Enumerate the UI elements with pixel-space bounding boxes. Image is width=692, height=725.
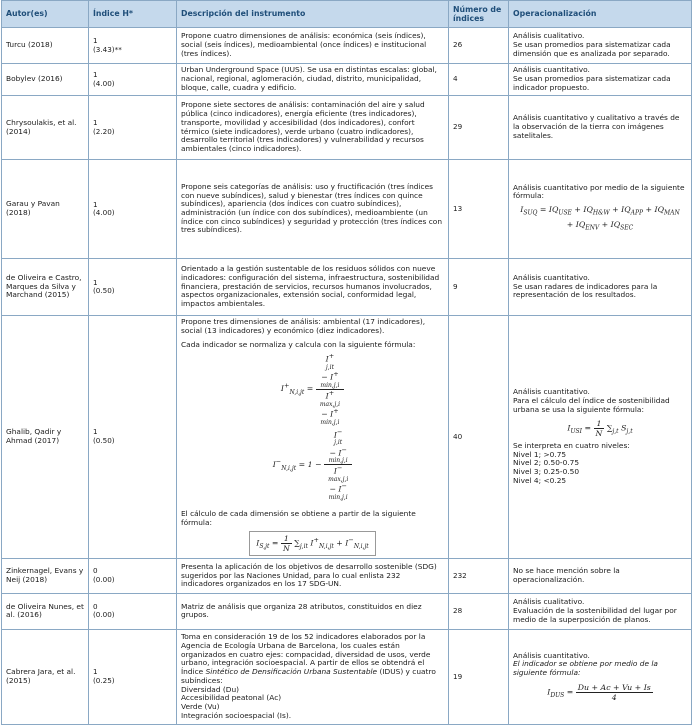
dimension-formula: $I_{S,jt}$ = $\frac{1}{N}$ $\sum_{j,it}$ $I^+_{N,i,jt} + I^-_{N,i,jt}$ <box>181 531 444 556</box>
cell-numero: 232 <box>449 558 509 593</box>
cell-op: No se hace mención sobre la operacionalización. <box>509 558 692 593</box>
cell-op: Análisis cualitativo. Se usan promedios para sistematizar cada dimensión que es analizada por separado. <box>509 28 692 64</box>
cell-op: Análisis cuantitativo. El indicador se obtiene por medio de la siguiente fórmula: $I_{DUS}$ = $\frac{Du + Ac + Vu + Is}{4}$ <box>509 629 692 724</box>
cell-op: Análisis cuantitativo y cualitativo a través de la observación de la tierra con imágenes satelitales. <box>509 96 692 160</box>
table-row <box>2 160 692 259</box>
level-item: Nivel 4; <0.25 <box>513 475 567 485</box>
iusi-formula: $I_{USI}$ = $\frac{1}{N}$ $\sum_{j,t}$ $S_{j,t}$ <box>567 418 633 438</box>
indicators-table <box>1 0 692 725</box>
cell-op <box>509 160 692 259</box>
cell-indice-h: 1 (2.20) <box>89 96 177 160</box>
cell-numero: 9 <box>449 259 509 316</box>
cell-descripcion: Urban Underground Space (UUS). Se usa en distintas escalas: global, nacional, regional, aglomeración, ciudad, distrito, municipalidad, bloque, calle, cuadra y edificio. <box>177 64 449 96</box>
cell-autor: Bobylev (2016) <box>2 64 89 96</box>
cell-indice-h: 1 (4.00) <box>89 160 177 259</box>
cell-numero: 13 <box>449 160 509 259</box>
subindex-item: Verde (Vu) <box>181 702 220 712</box>
cell-indice-h: 1 (0.50) <box>89 316 177 559</box>
table-row <box>2 259 692 316</box>
op-text: Análisis cuantitativo por medio de la siguiente fórmula: <box>513 182 685 201</box>
cell-op: Análisis cuantitativo. Se usan radares de indicadores para la representación de los resultados. <box>509 259 692 316</box>
cell-autor: Garau y Pavan (2018) <box>2 160 89 259</box>
cell-op: Análisis cualitativo. Evaluación de la sostenibilidad del lugar por medio de la superposición de planos. <box>509 593 692 629</box>
idus-formula: $I_{DUS}$ = $\frac{Du + Ac + Vu + Is}{4}$ <box>547 682 651 703</box>
level-item: Nivel 2; 0.50-0.75 <box>513 458 580 468</box>
cell-descripcion: Matriz de análisis que organiza 28 atributos, constituidos en diez grupos. <box>177 593 449 629</box>
cell-indice-h: 0 (0.00) <box>89 558 177 593</box>
table-row <box>2 28 692 64</box>
cell-numero: 29 <box>449 96 509 160</box>
header-operacionalizacion: Operacionalización <box>509 1 692 28</box>
cell-numero: 40 <box>449 316 509 559</box>
cell-descripcion: Presenta la aplicación de los objetivos de desarrollo sostenible (SDG) sugeridos por las Naciones Unidad, para lo cual enlista 232 indicadores organizados en los 17 SDG-UN. <box>177 558 449 593</box>
table-row <box>2 558 692 593</box>
cell-autor: Turcu (2018) <box>2 28 89 64</box>
table-row <box>2 64 692 96</box>
cell-descripcion: Toma en consideración 19 de los 52 indicadores elaborados por la Agencia de Ecología Urbana de Barcelona, los cuales están organizados en cuatro ejes: compacidad, diversidad de usos, verde urbano, integración socioespacial. A partir de ellos se obtendrá el Índice Sintético de Densificación Urbana Sustentable (IDUS) y cuatro subíndices: Diversidad (Du) Accesibilidad peatonal (Ac) Verde (Vu) Integración socioespacial (Is). <box>177 629 449 724</box>
header-autor: Autor(es) <box>2 1 89 28</box>
cell-op: Análisis cuantitativo. Se usan promedios para sistematizar cada indicador propuesto. <box>509 64 692 96</box>
cell-autor: de Oliveira Nunes, et al. (2016) <box>2 593 89 629</box>
normalization-formula: $I^+_{N,i,jt}$ = I+ j,it − I+ min,j,i I+ max,j,i − I+ min,j,i $I^-_{N,i,jt} = 1$ − I− j,it − I− min,j,i I− max,j,i − I− min,j,i <box>181 353 444 501</box>
cell-numero: 4 <box>449 64 509 96</box>
level-item: Nivel 3; 0.25-0.50 <box>513 467 580 477</box>
cell-autor: Zinkernagel, Evans y Neij (2018) <box>2 558 89 593</box>
table-header-row <box>2 1 692 28</box>
levels-list <box>513 451 687 486</box>
cell-autor: Ghalib, Qadir y Ahmad (2017) <box>2 316 89 559</box>
table-row <box>2 629 692 724</box>
cell-indice-h: 1 (3.43)** <box>89 28 177 64</box>
cell-descripcion: Propone cuatro dimensiones de análisis: económica (seis índices), social (seis índices), medioambiental (once índices) e institucional (tres índices). <box>177 28 449 64</box>
cell-numero: 26 <box>449 28 509 64</box>
cell-descripcion: Propone tres dimensiones de análisis: ambiental (17 indicadores), social (13 indicadores) y económico (diez indicadores). Cada indicador se normaliza y calcula con la siguiente fórmula: $I^+_{N,i,jt}$ = I+ j,it − I+ min,j,i I+ max,j,i − I+ min,j,i $I^-_{N,i,jt} = 1$ − I− j,it − I− min,j,i I− max,j,i − I− min,j,i El cálculo de cada dimensión se obtiene a partir de la siguiente fórmula: $I_{S,jt}$ = $\frac{1}{N}$ $\sum_{j,it}$ $I^+_{N,i,jt} + I^-_{N,i,jt}$ <box>177 316 449 559</box>
subindex-item: Integración socioespacial (Is). <box>181 710 292 720</box>
table-row <box>2 593 692 629</box>
cell-descripcion: Propone siete sectores de análisis: contaminación del aire y salud pública (cinco indicadores), energía eficiente (tres indicadores), transporte, movilidad y accesibilidad (dos indicadores), confort térmico (siete indicadores), verde urbano (cuatro indicadores), desarrollo territorial (tres indicadores) y vulnerabilidad y recursos ambientales (cinco indicadores). <box>177 96 449 160</box>
cell-autor: Cabrera Jara, et al. (2015) <box>2 629 89 724</box>
cell-indice-h: 1 (0.50) <box>89 259 177 316</box>
header-numero: Número de índices <box>449 1 509 28</box>
cell-indice-h: 1 (4.00) <box>89 64 177 96</box>
cell-autor: de Oliveira e Castro, Marques da Silva y Marchand (2015) <box>2 259 89 316</box>
subindex-item: Diversidad (Du) <box>181 684 240 694</box>
cell-numero: 19 <box>449 629 509 724</box>
cell-numero: 28 <box>449 593 509 629</box>
cell-indice-h: 1 (0.25) <box>89 629 177 724</box>
table-row <box>2 316 692 559</box>
isuq-formula: $I_{SUQ} = IQ_{USE} + IQ_{H\&W} + IQ_{APP} + IQ_{MAN}$ + $IQ_{ENV} + IQ_{SEC}$ <box>520 205 680 232</box>
cell-indice-h: 0 (0.00) <box>89 593 177 629</box>
header-descripcion: Descripción del instrumento <box>177 1 449 28</box>
cell-op: Análisis cuantitativo. Para el cálculo del índice de sostenibilidad urbana se usa la siguiente fórmula: $I_{USI}$ = $\frac{1}{N}$ $\sum_{j,t}$ $S_{j,t}$ Se interpreta en cuatro niveles: Nivel 1; >0.75 Nivel 2; 0.50-0.75 Nivel 3; 0.25-0.50 Nivel 4; <0.25 <box>509 316 692 559</box>
level-item: Nivel 1; >0.75 <box>513 449 567 459</box>
header-indice-h: Índice H* <box>89 1 177 28</box>
table-row <box>2 96 692 160</box>
cell-autor: Chrysoulakis, et al. (2014) <box>2 96 89 160</box>
subindex-item: Accesibilidad peatonal (Ac) <box>181 693 282 703</box>
cell-descripcion: Orientado a la gestión sustentable de los residuos sólidos con nueve indicadores: configuración del sistema, infraestructura, sostenibilidad financiera, prestación de servicios, recursos humanos involucrados, aspectos organizacionales, extensión social, conformidad legal, impactos ambientales. <box>177 259 449 316</box>
cell-descripcion: Propone seis categorías de análisis: uso y fructificación (tres índices con nueve subíndices), salud y bienestar (tres índices con quince subíndices), apariencia (dos índices con cuatro subíndices), administración (un índice con dos subíndices), medioambiente (un índice con cinco subíndices) y seguridad y protección (tres índices con tres subíndices). <box>177 160 449 259</box>
